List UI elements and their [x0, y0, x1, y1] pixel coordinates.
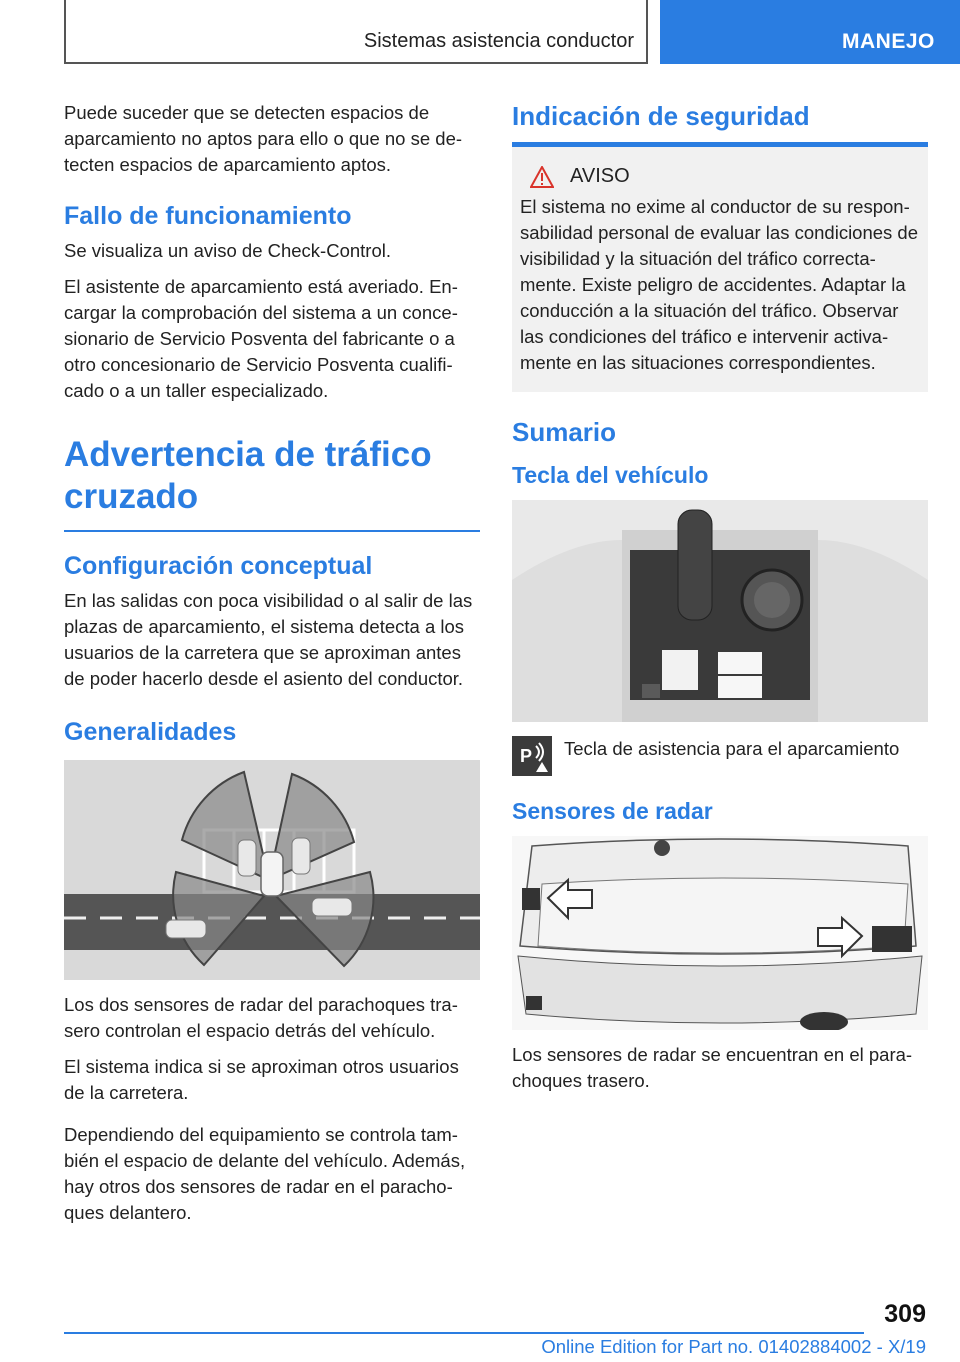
heading-rule	[64, 530, 480, 532]
park-assist-button-icon	[512, 736, 552, 776]
heading-sumario: Sumario	[512, 417, 617, 447]
heading-fallo: Fallo de funcionamiento	[64, 202, 352, 230]
vehicle-console-photo	[512, 500, 928, 722]
page-number: 309	[884, 1300, 926, 1328]
footer-edition: Online Edition for Part no. 01402884002 - X/19	[541, 1336, 926, 1357]
heading-advertencia: Advertencia de tráfico cruzado	[64, 435, 432, 516]
cross-traffic-diagram	[64, 760, 480, 980]
cross-traffic-illustration	[64, 760, 480, 980]
heading-configuracion: Configuración conceptual	[64, 552, 373, 580]
header-section	[64, 0, 648, 64]
warning-text: El sistema no exime al conductor de su responsabilidad personal de evaluar las condiciones de visibilidad y la situación del tráfico correctamente. Existe peligro de accidentes. Adaptar la conducción a la situación del tráfico. Observar las condiciones del tráfico e intervenir activamente en las situaciones correspondientes.	[520, 196, 919, 373]
right-column	[512, 100, 928, 1104]
section-title: Sistemas asistencia conductor	[363, 30, 634, 52]
generalidades-paragraph-3: Dependiendo del equipamiento se controla también el espacio de delante del vehículo. Además, hay otros dos sensores de radar en el parachoques delantero.	[64, 1124, 466, 1223]
rear-bumper-illustration	[512, 836, 928, 1030]
fallo-paragraph-1: Se visualiza un aviso de Check-Control.	[64, 240, 391, 261]
park-assist-caption-row	[512, 736, 928, 776]
generalidades-paragraph-2: El sistema indica si se aproximan otros usuarios de la carretera.	[64, 1056, 459, 1103]
heading-sensores: Sensores de radar	[512, 798, 713, 824]
fallo-paragraph-2: El asistente de aparcamiento está averiado. Encargar la comprobación del sistema a un concesionario de Servicio Posventa del fabricante o a otro concesionario de Servicio Posventa cualificado o a un taller especializado.	[64, 276, 458, 401]
park-assist-glyph-icon	[512, 736, 552, 776]
warning-header	[520, 165, 920, 188]
sensores-paragraph: Los sensores de radar se encuentran en el parachoques trasero.	[512, 1044, 913, 1091]
intro-paragraph: Puede suceder que se detecten espacios de aparcamiento no aptos para ello o que no se detecten espacios de aparcamiento aptos.	[64, 102, 463, 175]
warning-label: AVISO	[570, 165, 630, 187]
generalidades-paragraph-1: Los dos sensores de radar del parachoques trasero controlan el espacio detrás del vehículo.	[64, 994, 458, 1041]
warning-box	[512, 147, 928, 392]
heading-seguridad: Indicación de seguridad	[512, 101, 810, 131]
config-paragraph: En las salidas con poca visibilidad o al salir de las plazas de aparcamiento, el sistema detecta a los usuarios de la carretera que se aproximan antes de poder hacerlo desde el asiento del conductor.	[64, 590, 473, 689]
rear-bumper-photo	[512, 836, 928, 1030]
tecla-caption: Tecla de asistencia para el aparcamiento	[564, 738, 900, 759]
heading-generalidades: Generalidades	[64, 718, 237, 746]
chapter-title: MANEJO	[842, 30, 935, 53]
heading-tecla: Tecla del vehículo	[512, 462, 709, 488]
left-column	[64, 100, 480, 1236]
footer-rule	[64, 1332, 864, 1334]
warning-triangle-icon	[530, 166, 554, 188]
svg-text:P: P	[520, 746, 533, 766]
header-chapter-tab	[660, 0, 960, 64]
console-illustration	[512, 500, 928, 722]
